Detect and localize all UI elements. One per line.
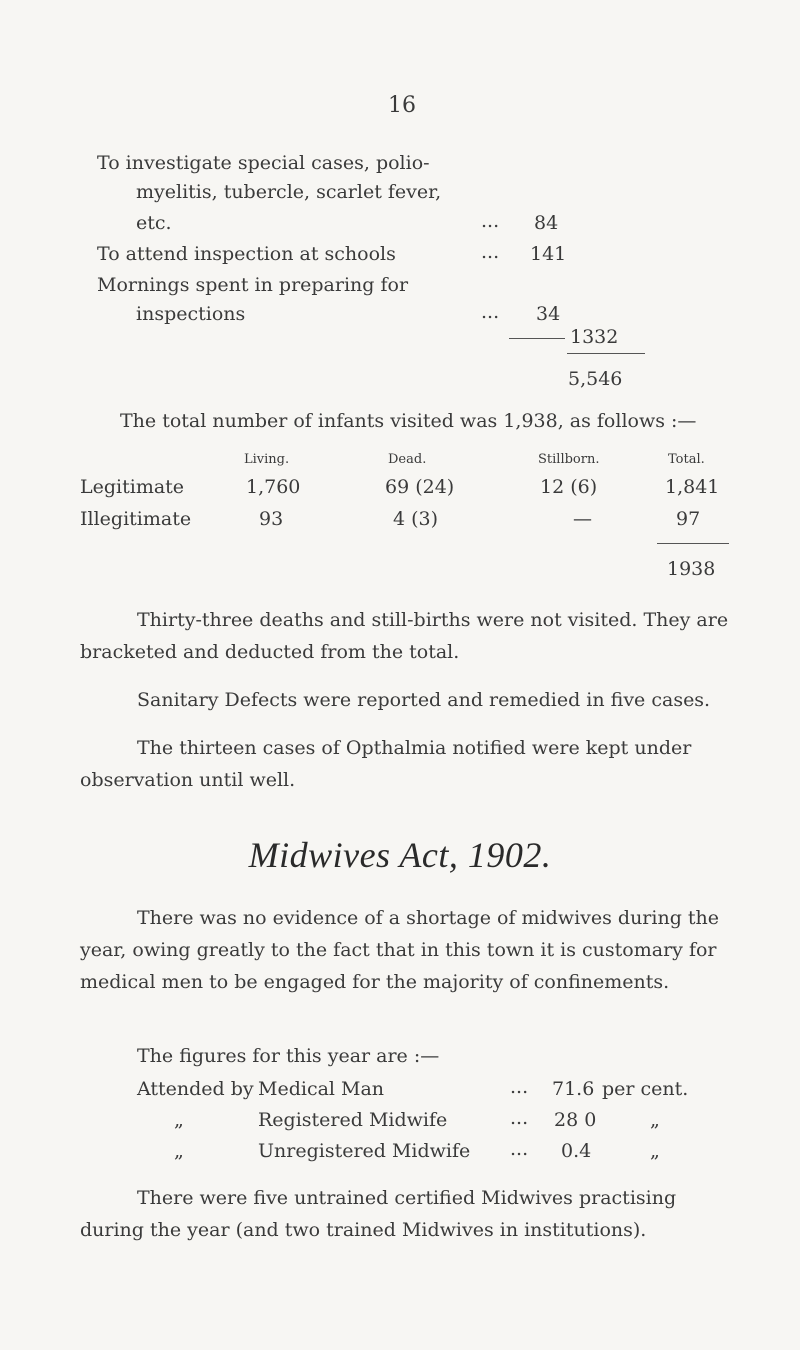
duty-line-1: To investigate special cases, polio- <box>97 152 430 174</box>
figure-prefix: Attended by <box>137 1078 254 1100</box>
row-label-illegitimate: Illegitimate <box>80 508 192 530</box>
figure-label: Registered Midwife <box>258 1109 448 1131</box>
duty-line-5: Mornings spent in preparing for <box>97 274 409 296</box>
cell-living: 1,760 <box>246 476 301 498</box>
cell-total: 1,841 <box>665 476 720 498</box>
row-label-legitimate: Legitimate <box>80 476 185 498</box>
figure-label: Medical Man <box>258 1078 385 1100</box>
duty-value-2: 141 <box>530 243 567 265</box>
col-header-living: Living. <box>244 452 290 467</box>
col-header-total: Total. <box>668 452 705 467</box>
figure-value: 28 0 <box>554 1109 597 1131</box>
paragraph-untrained: There were five untrained certified Midwives practising during the year (and two trained Midwives in institutions). <box>80 1187 677 1241</box>
duty-grand-total: 5,546 <box>568 368 623 390</box>
figure-value: 71.6 <box>552 1078 595 1100</box>
duty-subtotal: 1332 <box>570 326 619 348</box>
duty-value-1: 84 <box>534 212 559 234</box>
figures-intro: The figures for this year are :— <box>137 1045 440 1067</box>
subtotal-dash <box>509 338 565 339</box>
leader-dots: ... <box>510 1138 529 1160</box>
duty-line-2: myelitis, tubercle, scarlet fever, <box>136 181 442 203</box>
paragraph-opthalmia: The thirteen cases of Opthalmia notified were kept under observation until well. <box>80 737 692 791</box>
cell-total: 97 <box>676 508 701 530</box>
leader-dots: ... <box>481 241 500 263</box>
figure-prefix: „ <box>174 1109 184 1131</box>
paragraph-midwives: There was no evidence of a shortage of midwives during the year, owing greatly to the fact that in this town it is customary for medical men to be engaged for the majority of confinements. <box>80 907 720 993</box>
cell-dead: 69 (24) <box>385 476 455 498</box>
figure-value: 0.4 <box>561 1140 592 1162</box>
paragraph-sanitary: Sanitary Defects were reported and remedied in five cases. <box>137 689 711 711</box>
figure-unit: „ <box>650 1140 660 1162</box>
leader-dots: ... <box>510 1107 529 1129</box>
duty-line-6: inspections <box>136 303 246 325</box>
leader-dots: ... <box>481 210 500 232</box>
figure-unit: „ <box>650 1109 660 1131</box>
duty-line-4: To attend inspection at schools <box>97 243 396 265</box>
infants-total-rule <box>657 543 729 544</box>
cell-stillborn: 12 (6) <box>540 476 598 498</box>
leader-dots: ... <box>510 1076 529 1098</box>
duty-line-3: etc. <box>136 212 172 234</box>
figure-prefix: „ <box>174 1140 184 1162</box>
col-header-dead: Dead. <box>388 452 427 467</box>
figure-unit: per cent. <box>602 1078 689 1100</box>
duty-value-3: 34 <box>536 303 561 325</box>
cell-stillborn: — <box>573 508 592 530</box>
cell-dead: 4 (3) <box>393 508 439 530</box>
cell-living: 93 <box>259 508 284 530</box>
paragraph-unvisited: Thirty-three deaths and still-births were not visited. They are bracketed and deducted from the total. <box>80 609 729 663</box>
col-header-stillborn: Stillborn. <box>538 452 600 467</box>
figure-label: Unregistered Midwife <box>258 1140 471 1162</box>
total-rule <box>567 353 645 354</box>
leader-dots: ... <box>481 301 500 323</box>
page-number: 16 <box>388 93 416 118</box>
infants-total: 1938 <box>667 558 716 580</box>
infants-intro: The total number of infants visited was 1,938, as follows :— <box>120 410 697 432</box>
section-title: Midwives Act, 1902. <box>248 835 552 875</box>
